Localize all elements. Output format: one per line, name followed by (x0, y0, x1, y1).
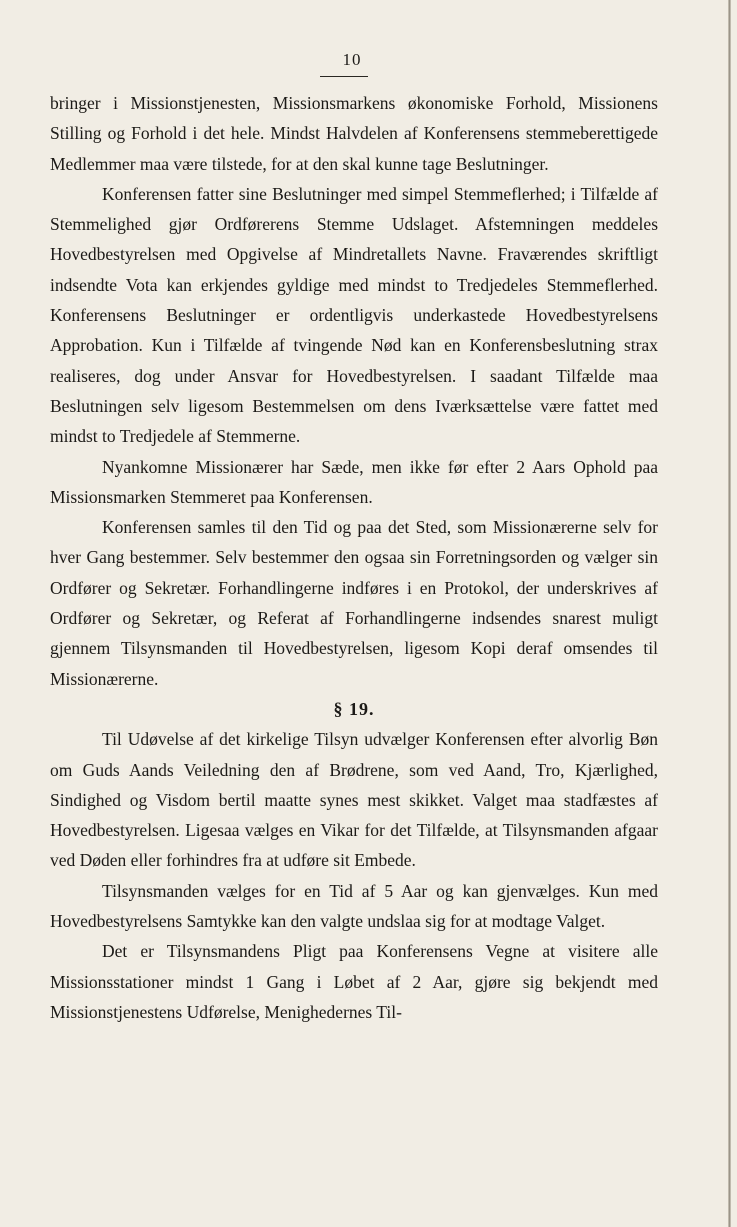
section-paragraph: Tilsynsmanden vælges for en Tid af 5 Aar og kan gjenvælges. Kun med Hovedbestyrelsens Samtykke kan den valgte undslaa sig for at modtage Valget. (50, 880, 658, 932)
section-heading: § 19. (333, 698, 375, 719)
body-text (50, 88, 658, 1027)
paragraph: Nyankomne Missionærer har Sæde, men ikke før efter 2 Aars Ophold paa Missionsmarken Stemmeret paa Konferensen. (50, 456, 658, 507)
section-paragraph: Til Udøvelse af det kirkelige Tilsyn udvælger Konferensen efter alvorlig Bøn om Guds Aands Veiledning den af Brødrene, som ved Aand, Tro, Kjærlighed, Sindighed og Visdom bertil maatte synes mest skikket. Valget maa stadfæstes af Hovedbestyrelsen. Ligesaa vælges en Vikar for det Tilfælde, at Tilsynsmanden afgaar ved Døden eller forhindres fra at udføre sit Embede. (50, 729, 658, 871)
paragraph: Konferensen fatter sine Beslutninger med simpel Stemmeflerhed; i Tilfælde af Stemmelighed gjør Ordførerens Stemme Udslaget. Afstemningen meddeles Hovedbestyrelsen med Opgivelse af Mindretallets Navne. Fraværendes skriftligt indsendte Vota kan erkjendes gyldige med mindst to Tredjedeles Stemmeflerhed. Konferensens Beslutninger er ordentligvis underkastede Hovedbestyrelsens Approbation. Kun i Tilfælde af tvingende Nød kan en Konferensbeslutning strax realiseres, dog under Ansvar for Hovedbestyrelsen. I saadant Tilfælde maa Beslutningen selv ligesom Bestemmelsen om dens Iværksættelse være fattet med mindst to Tredjedele af Stemmerne. (50, 183, 658, 447)
page-number-rule (320, 76, 368, 77)
section-paragraph: Det er Tilsynsmandens Pligt paa Konferensens Vegne at visitere alle Missionsstationer mindst 1 Gang i Løbet af 2 Aar, gjøre sig bekjendt med Missionstjenestens Udførelse, Menighedernes Til- (50, 941, 658, 1022)
paragraph: bringer i Missionstjenesten, Missionsmarkens økonomiske Forhold, Missionens Stilling og Forhold i det hele. Mindst Halvdelen af Konferensens stemmeberettigede Medlemmer maa være tilstede, for at den skal kunne tage Beslutninger. (50, 93, 658, 174)
page-number: 10 (342, 50, 362, 69)
paragraph: Konferensen samles til den Tid og paa det Sted, som Missionærerne selv for hver Gang bestemmer. Selv bestemmer den ogsaa sin Forretningsorden og vælger sin Ordfører og Sekretær. Forhandlingerne indføres i en Protokol, der underskrives af Ordfører og Sekretær, og Referat af Forhandlingerne indsendes snarest muligt gjennem Tilsynsmanden til Hovedbestyrelsen, ligesom Kopi deraf omsendes til Missionærerne. (50, 517, 658, 689)
page-edge (728, 0, 731, 1227)
